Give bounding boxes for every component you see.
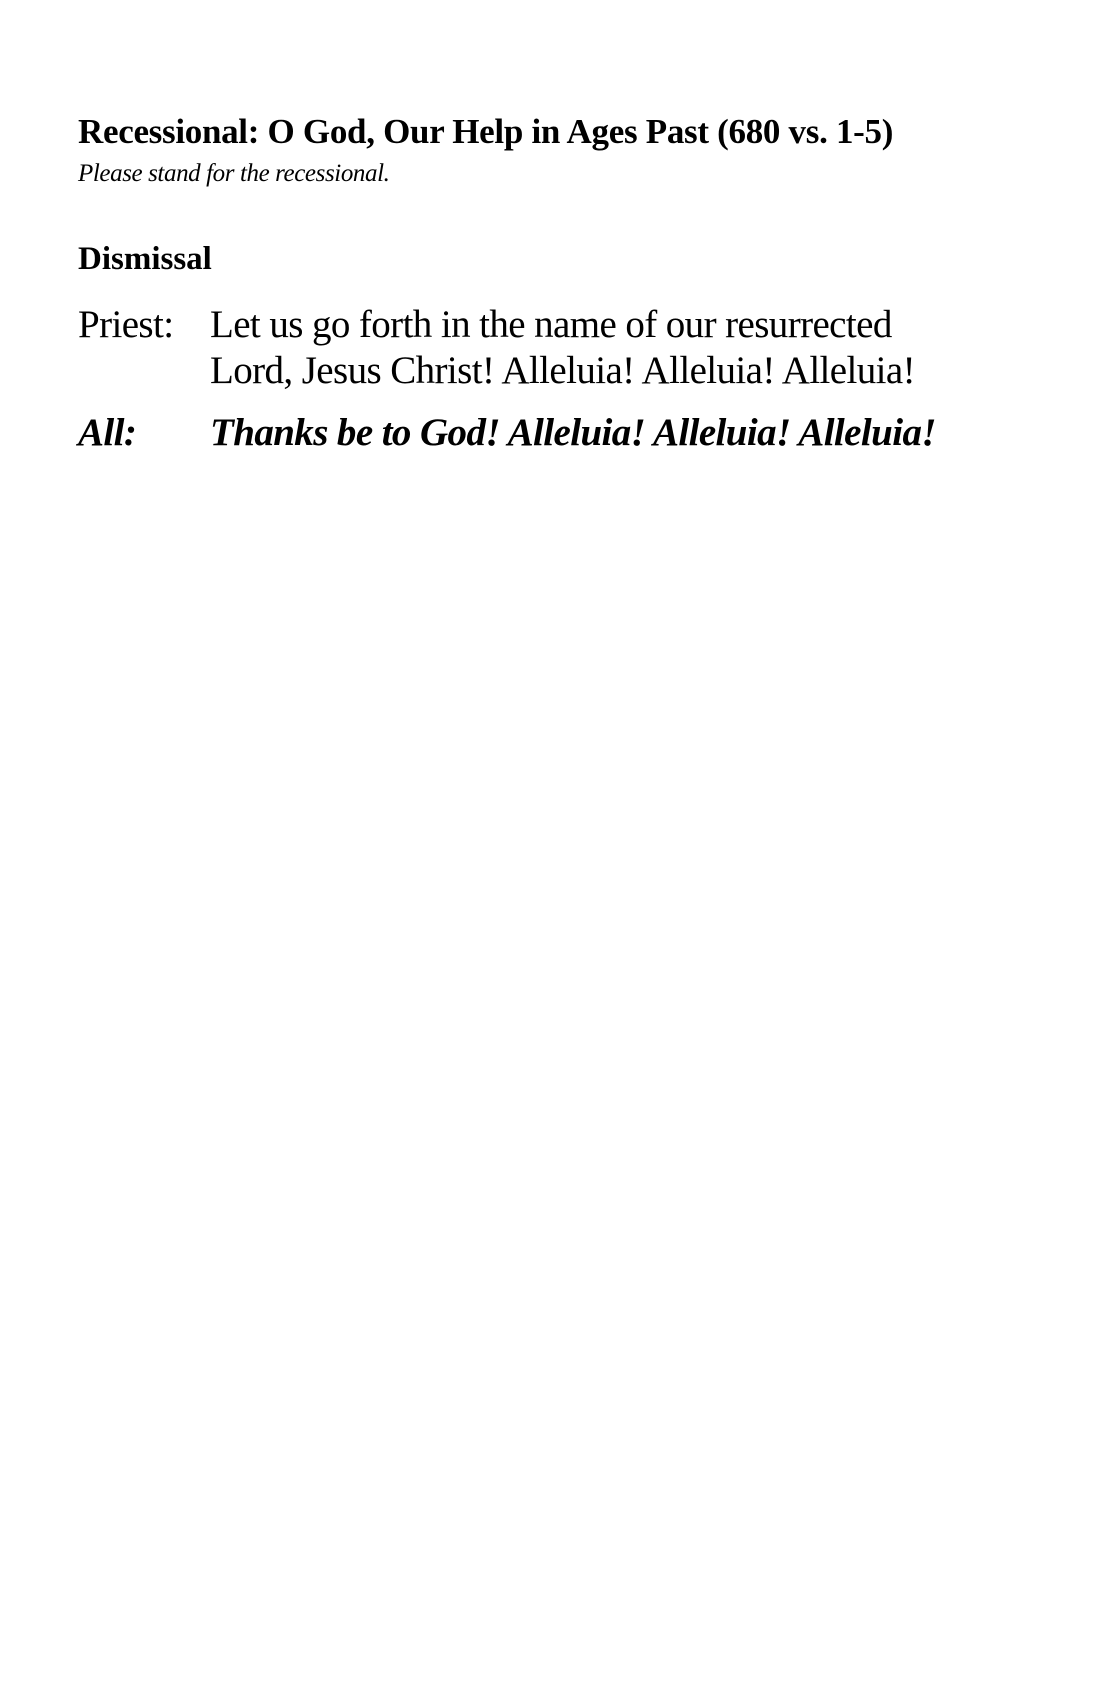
all-speaker-label: All: — [78, 411, 137, 454]
priest-text — [210, 302, 1038, 394]
recessional-heading: Recessional: O God, Our Help in Ages Past (680 vs. 1-5) — [78, 112, 894, 151]
all-response — [78, 410, 1038, 456]
priest-line: Lord, Jesus Christ! Alleluia! Alleluia! Alleluia! — [210, 349, 915, 392]
priest-line: Let us go forth in the name of our resurrected — [210, 303, 892, 346]
bulletin-page — [78, 110, 1038, 456]
all-line: Thanks be to God! Alleluia! Alleluia! Alleluia! — [210, 411, 936, 454]
all-text — [210, 410, 1038, 456]
recessional-rubric: Please stand for the recessional. — [78, 160, 390, 187]
priest-versicle — [78, 302, 1038, 394]
priest-speaker-label: Priest: — [78, 303, 174, 346]
dismissal-heading: Dismissal — [78, 241, 212, 277]
